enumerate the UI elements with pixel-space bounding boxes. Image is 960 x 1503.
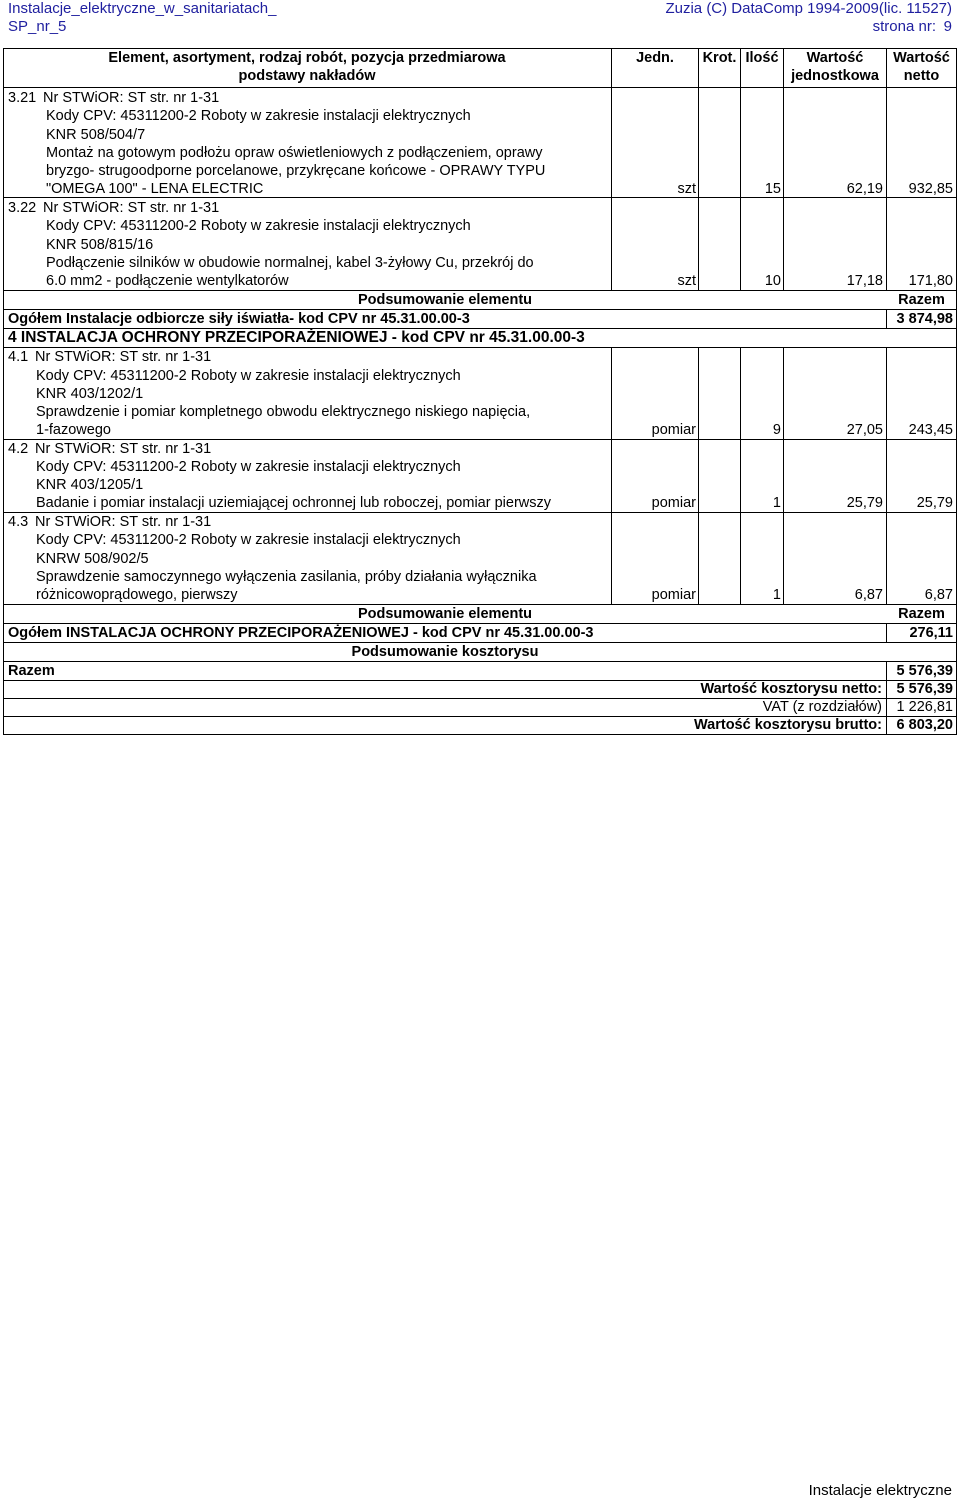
item-norm: Nr STWiOR: ST str. nr 1-31 [43, 90, 220, 106]
col-sep [740, 48, 741, 290]
cost-brutto-value: 6 803,20 [896, 717, 953, 733]
cost-razem-label: Razem [8, 663, 55, 679]
table-right-border [956, 48, 957, 735]
col-header-krot: Krot. [702, 50, 737, 66]
page-number-label: strona nr: [872, 18, 936, 35]
element-summary-title: Podsumowanie elementu [357, 606, 533, 622]
item-description: 1-fazowego [36, 422, 111, 438]
col-sep [740, 348, 741, 604]
item-number: 4.3 [8, 514, 29, 530]
section-title: 4 INSTALACJA OCHRONY PRZECIPORAŻENIOWEJ - kod CPV nr 45.31.00.00-3 [8, 329, 585, 346]
item-cpv: Kody CPV: 45311200-2 Roboty w zakresie instalacji elektrycznych [46, 108, 471, 124]
element-summary-title: Podsumowanie elementu [357, 292, 533, 308]
col-header-element: Element, asortyment, rodzaj robót, pozycja przedmiarowa [108, 50, 506, 66]
item-unit-price: 25,79 [846, 495, 883, 511]
item-cpv: Kody CPV: 45311200-2 Roboty w zakresie instalacji elektrycznych [36, 532, 461, 548]
cost-netto-value: 5 576,39 [896, 681, 953, 697]
col-sep [611, 48, 612, 290]
item-number: 4.2 [8, 441, 29, 457]
item-norm: Nr STWiOR: ST str. nr 1-31 [35, 349, 212, 365]
element-summary-razem: Razem [898, 292, 945, 308]
item-unit: pomiar [651, 422, 696, 438]
vat-label: VAT (z rozdziałów) [762, 699, 882, 715]
col-header-unit: Jedn. [636, 50, 674, 66]
item-description: "OMEGA 100" - LENA ELECTRIC [46, 181, 264, 197]
col-sep [783, 348, 784, 604]
col-header-net: Wartość [893, 50, 950, 66]
page-number: 9 [943, 18, 952, 35]
item-qty: 15 [764, 181, 781, 197]
item-unit: szt [677, 181, 696, 197]
col-header-net-sub: netto [903, 68, 940, 84]
document-title: Instalacje_elektryczne_w_sanitariatach_ [8, 0, 277, 17]
item-knr: KNR 403/1202/1 [36, 386, 144, 402]
item-qty: 9 [772, 422, 781, 438]
item-description: 6.0 mm2 - podłączenie wentylkatorów [46, 273, 289, 289]
page-footer: Instalacje elektryczne [808, 1482, 952, 1499]
item-qty: 1 [772, 495, 781, 511]
element-total-value: 3 874,98 [896, 311, 953, 327]
col-header-unit-price-sub: jednostkowa [791, 68, 879, 84]
col-sep [698, 348, 699, 604]
item-description: Sprawdzenie i pomiar kompletnego obwodu elektrycznego niskiego napięcia, [36, 404, 531, 420]
item-net-value: 171,80 [908, 273, 953, 289]
element-total-value: 276,11 [909, 625, 953, 641]
document-subtitle: SP_nr_5 [8, 18, 67, 35]
item-norm: Nr STWiOR: ST str. nr 1-31 [35, 514, 212, 530]
item-description: bryzgo- strugoodporne porcelanowe, przykręcane końcowe - OPRAWY TYPU [46, 163, 546, 179]
header-bottom-border [3, 87, 957, 88]
item-description: Montaż na gotowym podłożu opraw oświetleniowych z podłączeniem, oprawy [46, 145, 543, 161]
item-unit: szt [677, 273, 696, 289]
cost-netto-label: Wartość kosztorysu netto: [700, 681, 882, 697]
row-sep [3, 661, 957, 662]
col-header-unit-price: Wartość [806, 50, 864, 66]
item-net-value: 25,79 [916, 495, 953, 511]
item-description: Sprawdzenie samoczynnego wyłączenia zasilania, próby działania wyłącznika [36, 569, 537, 585]
cost-razem-value: 5 576,39 [896, 663, 953, 679]
table-bottom-border [3, 734, 957, 735]
software-info: Zuzia (C) DataComp 1994-2009(lic. 11527) [665, 0, 952, 17]
item-qty: 1 [772, 587, 781, 603]
item-cpv: Kody CPV: 45311200-2 Roboty w zakresie instalacji elektrycznych [36, 368, 461, 384]
item-unit-price: 6,87 [854, 587, 883, 603]
element-total-label: Ogółem INSTALACJA OCHRONY PRZECIPORAŻENIOWEJ - kod CPV nr 45.31.00.00-3 [8, 625, 594, 641]
item-number: 3.21 [8, 90, 37, 106]
item-unit: pomiar [651, 495, 696, 511]
item-unit-price: 27,05 [846, 422, 883, 438]
item-norm: Nr STWiOR: ST str. nr 1-31 [43, 200, 220, 216]
col-header-element-sub: podstawy nakładów [238, 68, 376, 84]
col-sep [698, 48, 699, 290]
element-total-label: Ogółem Instalacje odbiorcze siły iświatła- kod CPV nr 45.31.00.00-3 [8, 311, 470, 327]
item-unit-price: 17,18 [846, 273, 883, 289]
item-net-value: 932,85 [908, 181, 953, 197]
item-description: Badanie i pomiar instalacji uziemiającej ochronnej lub roboczej, pomiar pierwszy [36, 495, 551, 511]
item-description: różnicowoprądowego, pierwszy [36, 587, 238, 603]
item-number: 4.1 [8, 349, 29, 365]
cost-brutto-label: Wartość kosztorysu brutto: [694, 717, 882, 733]
item-knr: KNR 508/504/7 [46, 127, 146, 143]
item-qty: 10 [764, 273, 781, 289]
item-net-value: 243,45 [908, 422, 953, 438]
item-cpv: Kody CPV: 45311200-2 Roboty w zakresie instalacji elektrycznych [46, 218, 471, 234]
item-knr: KNR 403/1205/1 [36, 477, 144, 493]
item-description: Podłączenie silników w obudowie normalnej, kabel 3-żyłowy Cu, przekrój do [46, 255, 534, 271]
item-number: 3.22 [8, 200, 37, 216]
col-header-qty: Ilość [745, 50, 779, 66]
item-norm: Nr STWiOR: ST str. nr 1-31 [35, 441, 212, 457]
element-summary-razem: Razem [898, 606, 945, 622]
item-unit: pomiar [651, 587, 696, 603]
item-net-value: 6,87 [924, 587, 953, 603]
vat-value: 1 226,81 [896, 699, 953, 715]
col-sep [886, 348, 887, 604]
item-knr: KNRW 508/902/5 [36, 551, 149, 567]
table-left-border [3, 48, 4, 735]
col-sep [611, 348, 612, 604]
cost-summary-title: Podsumowanie kosztorysu [351, 644, 539, 660]
item-unit-price: 62,19 [846, 181, 883, 197]
item-cpv: Kody CPV: 45311200-2 Roboty w zakresie instalacji elektrycznych [36, 459, 461, 475]
item-knr: KNR 508/815/16 [46, 237, 154, 253]
